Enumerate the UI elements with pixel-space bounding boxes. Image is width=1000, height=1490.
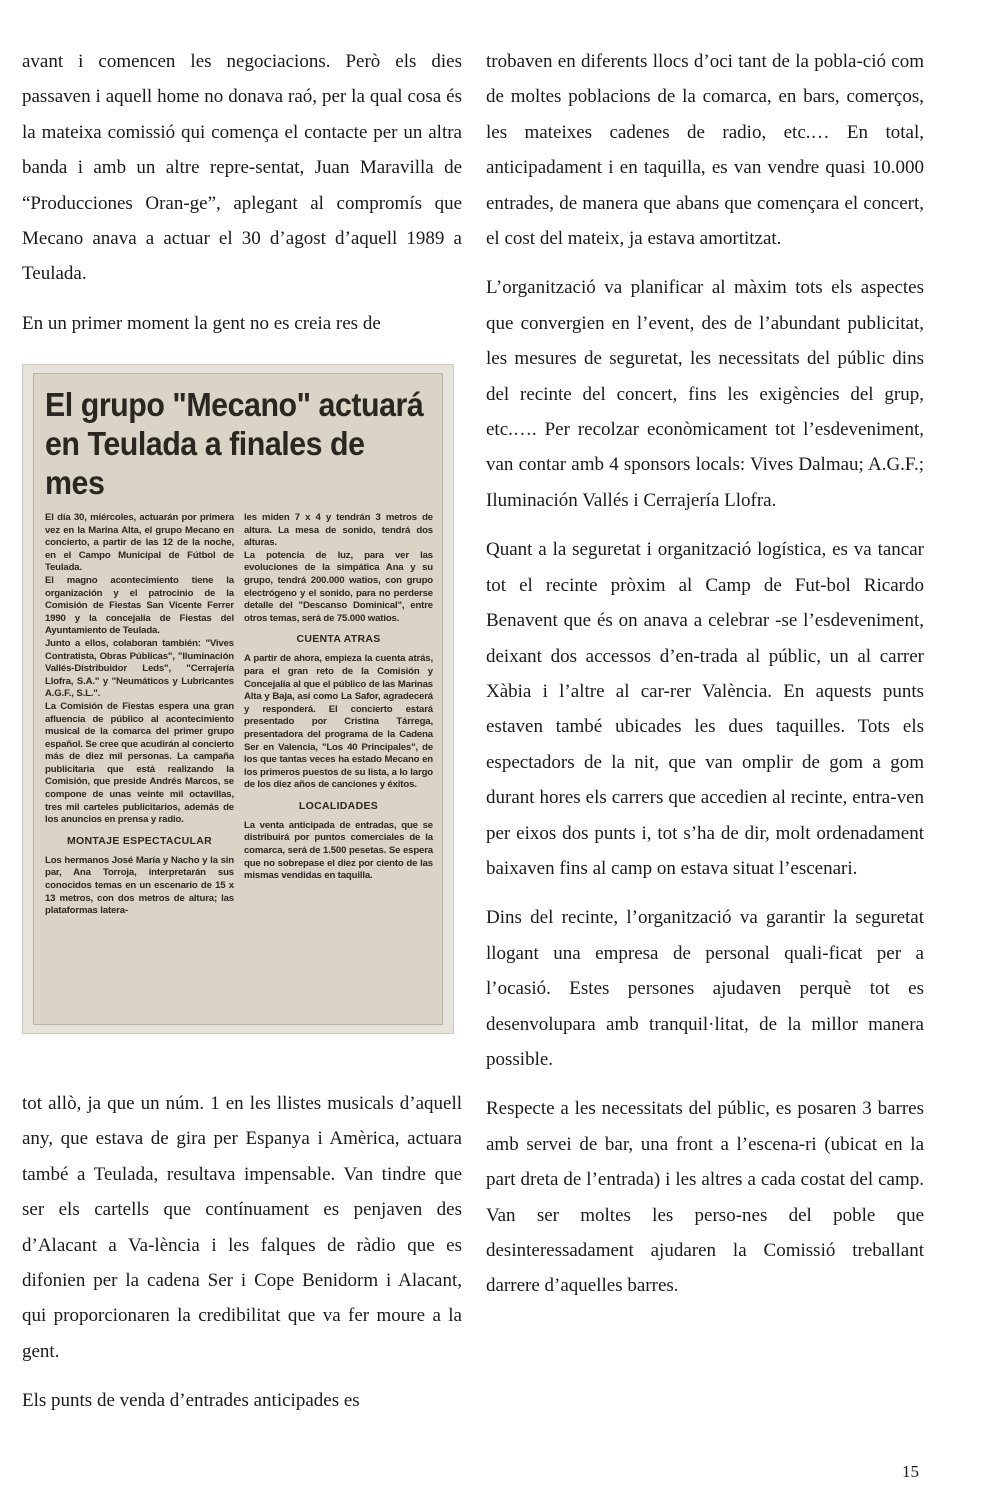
- left-column-bottom: [22, 1086, 462, 1419]
- paragraph: L’organització va planificar al màxim tots els aspectes que convergien en l’event, des de l’abundant publicitat, les mesures de seguretat, les necessitats del públic dins del recinte del concert, fins les exigències del grup, etc.…. Per recolzar econòmicament tot l’esdeveniment, van contar amb 4 sponsors locals: Vives Dalmau; A.G.F.; Iluminación Vallés i Cerrajería Llofra.: [486, 277, 924, 511]
- clipping-body: [33, 373, 443, 1025]
- paragraph: tot allò, ja que un núm. 1 en les llistes musicals d’aquell any, que estava de gira per Espanya i Amèrica, actuara també a Teulada, resultava impensable. Van tindre que ser els cartells que contínuament es penjaven des d’Alacant a Va-lència i les falques de ràdio que es difonien per la cadena Ser i Cope Benidorm i Alacant, qui proporcionaren la credibilitat que va fer moure a la gent.: [22, 1093, 462, 1362]
- clipping-paragraph: La venta anticipada de entradas, que se distribuirá por puntos comerciales de la comarca, será de 1.500 pesetas. Se espera que no sobrepase el diez por ciento de las mismas vendidas en taquilla.: [244, 819, 433, 882]
- paragraph: Respecte a les necessitats del públic, es posaren 3 barres amb servei de bar, una front a l’escena-ri (ubicat en la part dreta de l’entrada) i les altres a cada costat del camp. Van ser moltes les perso-nes del poble que desinteressadament ajudaren la Comissió treballant darrere d’aquelles barres.: [486, 1098, 924, 1297]
- clipping-headline: El grupo "Mecano" actuará en Teulada a finales de mes: [45, 386, 424, 501]
- paragraph: En un primer moment la gent no es creia res de: [22, 312, 381, 334]
- clipping-paragraph: A partir de ahora, empieza la cuenta atrás, para el gran reto de la Comisión y Concejalía al que el público de las Marinas Alta y Baja, así como La Safor, agradecerá y responderá. El concierto estará presentado por Cristina Tárrega, presentadora del programa de la Cadena Ser en Valencia, "Los 40 Principales", de los que tantas veces ha estado Mecano en los primeros puestos de su lista, a lo largo de los diez años de canciones y éxitos.: [244, 653, 433, 791]
- right-column: [486, 44, 924, 1304]
- clipping-paragraph: Los hermanos José María y Nacho y la sin par, Ana Torroja, interpretarán sus conocidos temas en un escenario de 15 x 13 metros, con dos metros de altura; las plataformas latera-: [45, 854, 234, 917]
- paragraph: avant i comencen les negociacions. Però els dies passaven i aquell home no donava raó, per la qual cosa és la mateixa comissió qui comença el contacte per un altra banda i amb un altre repre-sentat, Juan Maravilla de “Producciones Oran-ge”, aplegant al compromís que Mecano anava a actuar el 30 d’agost d’aquell 1989 a Teulada.: [22, 51, 462, 285]
- clipping-subhead: CUENTA ATRAS: [296, 633, 381, 646]
- clipping-paragraph: les miden 7 x 4 y tendrán 3 metros de altura. La mesa de sonido, tendrá dos alturas.: [244, 512, 433, 549]
- clipping-paragraph: El día 30, miércoles, actuarán por primera vez en la Marina Alta, el grupo Mecano en concierto, a partir de las 12 de la noche, en el Campo Municipal de Fútbol de Teulada.: [45, 512, 234, 574]
- clipping-column-1: [45, 512, 234, 918]
- clipping-paragraph: La potencia de luz, para ver las evoluciones de la simpática Ana y su grupo, tendrá 200.000 watios, con grupo electrógeno y el sonido, para no perderse detalle del "Descanso Dominical", entre otros temas, será de 75.000 watios.: [244, 549, 433, 624]
- clipping-columns: [45, 512, 433, 918]
- newspaper-clipping: [22, 364, 454, 1034]
- clipping-subhead: MONTAJE ESPECTACULAR: [66, 834, 213, 847]
- paragraph: Dins del recinte, l’organització va garantir la seguretat llogant una empresa de personal quali-ficat per a l’ocasió. Estes persones ajudaven perquè tot es desenvolupara amb tranquil·litat, de la millor manera possible.: [486, 907, 924, 1070]
- left-column-top: [22, 44, 462, 341]
- clipping-subhead: LOCALIDADES: [298, 799, 379, 812]
- page-number: 15: [902, 1462, 919, 1481]
- clipping-column-2: [244, 512, 433, 918]
- clipping-paragraph: Junto a ellos, colaboran también: "Vives Contratista, Obras Públicas", "Iluminación Vallés-Distribuidor Leds", "Cerrajería Llofra, S.A." y "Neumáticos y Lubricantes A.G.F., S.L.".: [45, 637, 234, 700]
- paragraph: Quant a la seguretat i organització logística, es va tancar tot el recinte pròxim al Camp de Fut-bol Ricardo Benavent que és on anava a celebrar -se l’esdeveniment, deixant dos accessos d’en-trada al públic, un al carrer Xàbia i l’altre al car-rer València. En aquests punts estaven també ubicades les dues taquilles. Tots els espectadors de la nit, que van omplir de gom a gom durant hores els carrers que accedien al recinte, entra-ven per eixos dos punts i, tot s’ha de dir, molt ordenadament baixaven fins al camp on estava situat l’escenari.: [486, 539, 924, 879]
- paragraph: Els punts de venda d’entrades anticipades es: [22, 1390, 360, 1412]
- clipping-paragraph: El magno acontecimiento tiene la organización y el patrocinio de la Comisión de Fiestas San Vicente Ferrer 1990 y la concejalía de Fiestas del Ayuntamiento de Teulada.: [45, 574, 234, 637]
- clipping-paragraph: La Comisión de Fiestas espera una gran afluencia de público al acontecimiento musical de la comarca del primer grupo español. Se cree que acudirán al concierto más de diez mil personas. La campaña publicitaria que está realizando la Comisión, que preside Andrés Marcos, se compone de unas veinte mil octavillas, tres mil carteles publicitarios, además de los anuncios en prensa y radio.: [45, 700, 234, 826]
- paragraph: trobaven en diferents llocs d’oci tant de la pobla-ció com de moltes poblacions de la comarca, en bars, comerços, les mateixes cadenes de radio, etc.… En total, anticipadament i en taquilla, es van vendre quasi 10.000 entrades, de manera que abans que començara el concert, el cost del mateix, ja estava amortitzat.: [486, 51, 924, 250]
